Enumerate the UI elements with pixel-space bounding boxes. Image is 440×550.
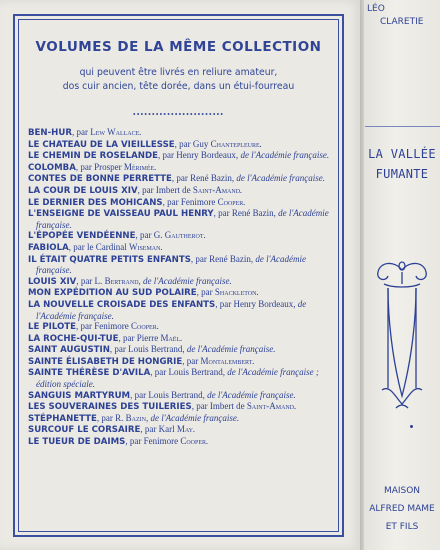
book-note: de l'Académie française. <box>36 208 329 230</box>
spine-ornament-icon <box>372 258 432 418</box>
book-author: Maël <box>160 332 181 343</box>
book-entry <box>28 356 334 368</box>
book-by: , par Fenimore <box>76 321 132 332</box>
book-note: de l'Académie française. <box>236 173 326 184</box>
spine-rule <box>365 126 440 127</box>
book-note: . <box>206 436 209 447</box>
book-author: Chantepleure <box>210 138 260 149</box>
book-title: LOUIS XIV <box>28 276 77 287</box>
spine-title-line-1: LA VALLÉE <box>368 147 436 161</box>
book-list <box>28 127 334 448</box>
book-by: , par René Bazin, <box>190 253 256 264</box>
subtitle-line-1: qui peuvent être livrés en reliure amateur, <box>79 67 278 78</box>
book-title: LA NOUVELLE CROISADE DES ENFANTS <box>28 299 216 310</box>
book-by: , par Louis Bertrand, <box>150 367 228 378</box>
book-title: LA ROCHE-QUI-TUE <box>28 333 119 344</box>
book-by: , par <box>182 355 201 366</box>
book-entry <box>28 139 334 151</box>
book-note: de l'Académie française. <box>240 150 330 161</box>
book-by: , par Imbert de <box>137 184 193 195</box>
spine-title <box>364 144 440 184</box>
subtitle-line-2: dos cuir ancien, tête dorée, dans un étui-fourreau <box>62 81 295 92</box>
book-entry <box>28 401 334 413</box>
book-note: de l'Académie française. <box>186 344 276 355</box>
book-title: LE DERNIER DES MOHICANS <box>28 197 163 208</box>
book-entry <box>28 299 334 321</box>
book-note: de l'Académie française. <box>36 253 307 276</box>
book-entry <box>28 390 334 402</box>
book-note: . <box>154 161 157 172</box>
book-note: . <box>243 196 246 207</box>
book-by: , par Fenimore <box>125 436 181 447</box>
book-note: de l'Académie française ; édition spéciale. <box>36 367 319 390</box>
book-title: LE PILOTE <box>28 322 77 333</box>
book-title: CONTES DE BONNE PERRETTE <box>28 174 172 185</box>
book-author: Cooper <box>217 196 244 207</box>
book-entry <box>28 321 334 333</box>
book-note: , de l'Académie française. <box>146 412 240 423</box>
book-title: SAINTE THÉRÈSE D'AVILA <box>28 368 151 379</box>
book-note: . <box>240 184 243 195</box>
book-by: , par Louis Bertrand, <box>109 344 187 355</box>
book-author: Cooper <box>131 321 157 332</box>
spine-publisher <box>364 482 440 536</box>
publisher-line-2: ALFRED MAME <box>369 504 435 514</box>
book-entry <box>28 367 334 389</box>
book-title: LA COUR DE LOUIS XIV <box>28 185 138 196</box>
book-note: . <box>256 287 259 298</box>
book-entry <box>28 344 334 356</box>
book-entry <box>28 197 334 209</box>
book-title: FABIOLA <box>28 242 69 253</box>
book-by: , par Pierre <box>118 332 161 343</box>
book-author: Montalembert <box>200 355 253 366</box>
publisher-line-3: ET FILS <box>385 522 419 532</box>
book-title: BEN-HUR <box>28 128 72 138</box>
book-by: , par <box>71 127 91 137</box>
book-title: LE CHATEAU DE LA VIEILLESSE <box>28 139 175 150</box>
book-title: L'ENSEIGNE DE VAISSEAU PAUL HENRY <box>28 209 214 220</box>
book-by: , par Karl <box>140 424 177 435</box>
book-entry <box>28 333 334 345</box>
spine-mark <box>410 425 413 428</box>
book-by: , par René Bazin, <box>213 208 279 219</box>
book-author: Mérimée <box>123 161 155 172</box>
book-note: . <box>192 424 196 435</box>
book-entry <box>28 276 334 288</box>
book-by: , par <box>196 287 215 298</box>
book-by: , par Louis Bertrand, <box>130 389 208 400</box>
book-entry <box>28 242 334 254</box>
book-entry <box>28 413 334 425</box>
spine-author-first: LÉO <box>367 4 385 14</box>
book-by: , par L. <box>76 275 105 286</box>
book-title: LE CHEMIN DE ROSELANDE <box>28 151 158 162</box>
book-title: COLOMBA <box>28 162 76 173</box>
book-author: Saint-Amand <box>192 184 241 195</box>
book-author: Shackleton <box>214 287 257 298</box>
book-title: SAINTE ÉLISABETH DE HONGRIE <box>28 356 183 367</box>
book-note: . <box>156 321 159 332</box>
book-title: L'ÉPOPÉE VENDÉENNE <box>28 231 136 242</box>
book-by: , par Guy <box>174 138 211 149</box>
book-entry <box>28 436 334 448</box>
book-title: SANGUIS MARTYRUM <box>28 390 131 401</box>
book-title: IL ÉTAIT QUATRE PETITS ENFANTS <box>28 254 191 265</box>
book-by: , par Henry Bordeaux, <box>215 298 298 309</box>
book-title: SAINT AUGUSTIN <box>28 345 110 356</box>
book-entry <box>28 287 334 299</box>
book-entry <box>28 230 334 242</box>
publisher-line-1: MAISON <box>383 486 421 496</box>
book-author: Cooper <box>180 436 207 447</box>
book-note: . <box>259 138 262 149</box>
book-entry <box>28 254 334 276</box>
book-note: . <box>160 241 163 252</box>
book-title: STÉPHANETTE <box>28 413 97 424</box>
book-note: . <box>203 230 206 241</box>
spine-author-last: CLARETIE <box>380 17 424 27</box>
book-entry <box>28 150 334 162</box>
book-by: , par Fenimore <box>162 196 218 207</box>
book-note: , de l'Académie française. <box>138 275 232 286</box>
book-by: , par G. <box>135 230 165 241</box>
dotted-separator: •••••••••••••••••••••••• <box>132 110 225 119</box>
book-author: Bazin <box>125 412 147 423</box>
book-author: Wiseman <box>128 241 161 252</box>
book-entry <box>28 173 334 185</box>
book-title: SURCOUF LE CORSAIRE <box>28 425 141 436</box>
book-title: LES SOUVERAINES DES TUILERIES <box>28 402 192 413</box>
book-entry <box>28 185 334 197</box>
book-by: , par René Bazin, <box>171 173 237 184</box>
book-author: May <box>176 424 193 435</box>
spine-title-line-2: FUMANTE <box>375 167 429 181</box>
book-entry <box>28 424 334 436</box>
collection-title: VOLUMES DE LA MÊME COLLECTION <box>35 39 322 55</box>
book-note: . <box>252 355 255 366</box>
book-entry <box>28 127 334 139</box>
book-entry <box>28 162 334 174</box>
book-note: . <box>180 332 183 343</box>
book-note: de l'Académie française. <box>207 389 296 400</box>
collection-subtitle <box>35 66 322 94</box>
book-by: , par Henry Bordeaux, <box>157 150 241 161</box>
book-entry <box>28 208 334 230</box>
book-author: Saint-Amand <box>246 401 295 412</box>
book-by: , par Imbert de <box>191 401 247 412</box>
book-by: , par le Cardinal <box>68 241 129 252</box>
book-title: MON EXPÉDITION AU SUD POLAIRE <box>28 288 197 299</box>
book-author: Lew Wallace <box>90 127 140 137</box>
book-note: . <box>294 401 297 412</box>
book-author: Gautherot <box>164 230 204 241</box>
book-by: , par Prosper <box>75 161 124 172</box>
book-title: LE TUEUR DE DAIMS <box>28 437 126 448</box>
book-by: , par R. <box>96 412 126 423</box>
book-note: de l'Académie française. <box>36 298 307 321</box>
book-note: . <box>139 127 142 137</box>
book-author: Bertrand <box>104 275 139 286</box>
decorative-frame <box>13 14 344 537</box>
